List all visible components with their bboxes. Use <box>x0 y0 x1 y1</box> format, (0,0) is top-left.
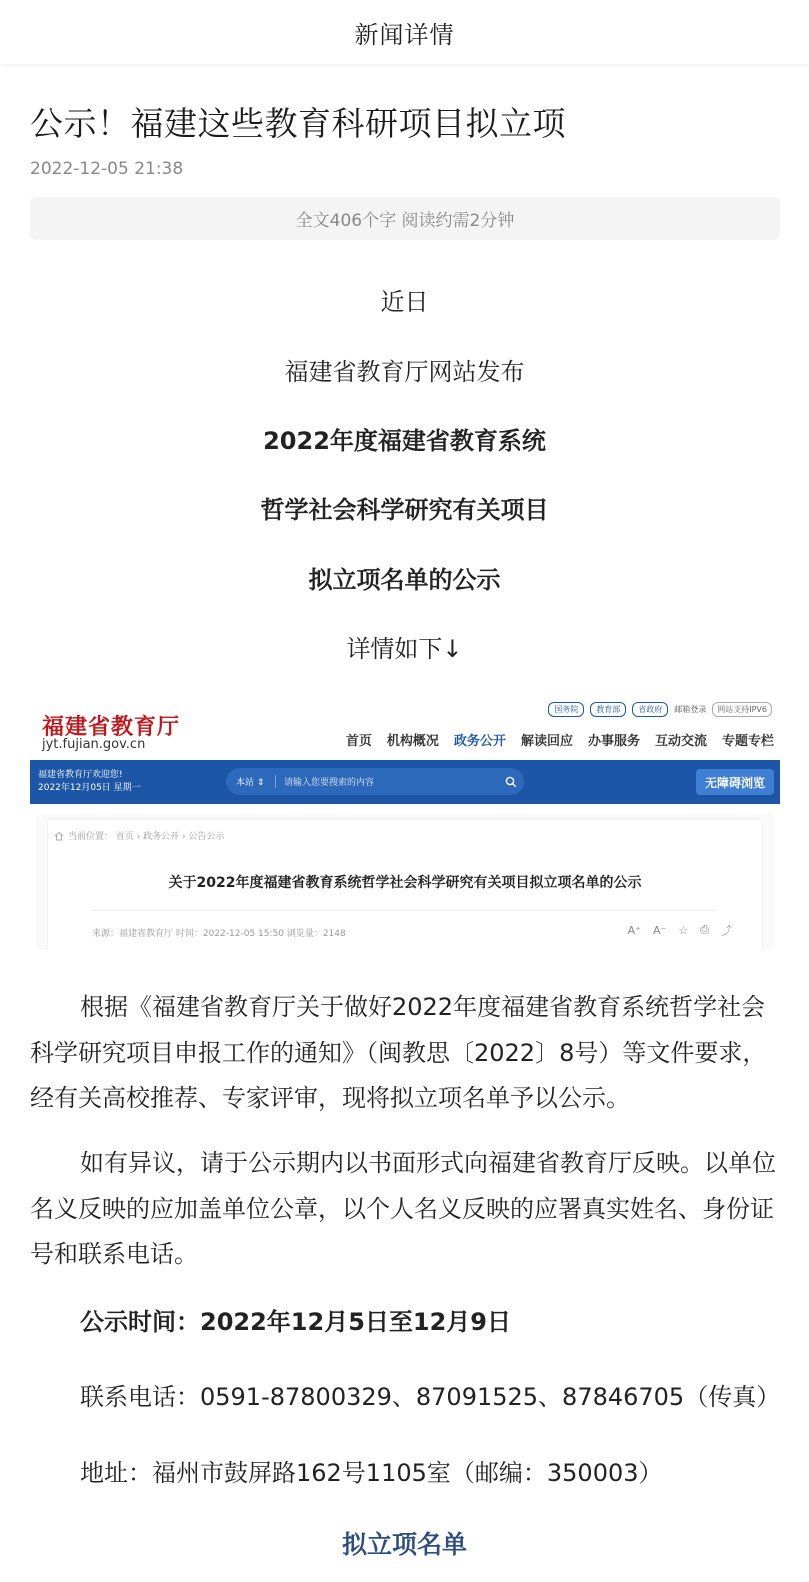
link-moe: 教育部 <box>590 702 626 717</box>
search-icon <box>498 776 524 788</box>
site-header <box>30 692 780 760</box>
site-welcome <box>38 769 141 795</box>
article-date: 2022-12-05 21:38 <box>30 159 184 179</box>
welcome-text: 福建省教育厅欢迎您! <box>38 770 123 780</box>
site-article-card <box>48 820 762 950</box>
embedded-screenshot <box>30 692 780 950</box>
contact-phone: 联系电话：0591-87800329、87091525、87846705（传真） <box>80 1383 781 1411</box>
home-icon <box>54 831 64 841</box>
site-nav-item: 专题专栏 <box>721 734 774 749</box>
site-nav-item: 机构概况 <box>386 734 439 749</box>
headline-line: 哲学社会科学研究有关项目 <box>260 496 549 524</box>
font-decrease-icon: A⁻ <box>652 923 667 937</box>
site-body <box>36 814 774 950</box>
site-doc-title: 关于2022年度福建省教育系统哲学社会科学研究有关项目拟立项名单的公示 <box>168 875 642 891</box>
site-logo: 福建省教育厅 <box>42 714 181 740</box>
search-scope: 本站 ⇕ <box>226 775 276 788</box>
notice-period: 公示时间：2022年12月5日至12月9日 <box>80 1308 511 1336</box>
share-icon: ⤴ <box>721 924 732 937</box>
body-paragraph: 根据《福建省教育厅关于做好2022年度福建省教育系统哲学社会科学研究项目申报工作的通知》（闽教思〔2022〕8号）等文件要求，经有关高校推荐、专家评审，现将拟立项名单予以公示。 <box>30 993 767 1112</box>
site-nav-item: 互动交流 <box>654 734 707 749</box>
site-nav-item-active: 政务公开 <box>453 734 506 749</box>
divider <box>92 910 718 911</box>
site-doc-meta: 来源：福建省教育厅 时间：2022-12-05 15:50 浏览量：2148 <box>92 929 346 939</box>
site-nav-item: 首页 <box>345 734 372 749</box>
mail-login-link: 邮箱登录 <box>674 705 707 714</box>
today-text: 2022年12月05日 星期一 <box>38 783 141 793</box>
site-doc-tools <box>628 922 732 938</box>
font-increase-icon: A⁺ <box>627 923 641 937</box>
intro-line: 近日 <box>380 288 429 316</box>
page-header-title: 新闻详情 <box>354 20 455 49</box>
print-icon: ⎙ <box>700 923 709 936</box>
site-domain: jyt.fujian.gov.cn <box>42 737 146 752</box>
article-title: 公示！福建这些教育科研项目拟立项 <box>30 104 566 143</box>
site-nav-item: 解读回应 <box>520 734 573 749</box>
link-provincial-gov: 省政府 <box>632 702 668 717</box>
site-nav <box>346 730 774 749</box>
favorite-icon: ☆ <box>678 923 689 937</box>
contact-address: 地址：福州市鼓屏路162号1105室（邮编：350003） <box>80 1459 663 1487</box>
ipv6-badge: 网站支持IPV6 <box>712 702 772 717</box>
breadcrumb <box>54 829 225 842</box>
details-line: 详情如下↓ <box>346 635 463 663</box>
breadcrumb-text: 当前位置： 首页 › 政务公开 › 公告公示 <box>68 832 225 842</box>
site-top-links <box>548 702 772 717</box>
link-state-council: 国务院 <box>548 702 584 717</box>
headline-line: 2022年度福建省教育系统 <box>263 427 546 455</box>
headline-line: 拟立项名单的公示 <box>308 566 501 594</box>
read-info-bar: 全文406个字 阅读约需2分钟 <box>30 197 780 240</box>
site-nav-item: 办事服务 <box>587 734 640 749</box>
accessible-browse-button: 无障碍浏览 <box>696 769 774 795</box>
site-search-box <box>226 768 524 795</box>
search-placeholder: 请输入您要搜索的内容 <box>284 778 375 788</box>
body-paragraph: 如有异议，请于公示期内以书面形式向福建省教育厅反映。以单位名义反映的应加盖单位公章，以个人名义反映的应署真实姓名、身份证号和联系电话。 <box>30 1149 776 1268</box>
intro-line: 福建省教育厅网站发布 <box>284 358 525 386</box>
top-bar <box>0 0 809 64</box>
list-heading: 拟立项名单 <box>341 1530 467 1559</box>
site-search-bar <box>30 760 780 804</box>
